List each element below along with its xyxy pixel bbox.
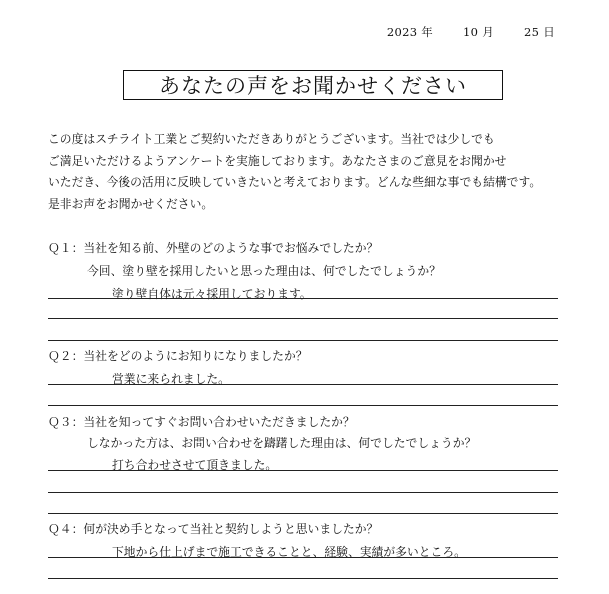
question-4-label: Ｑ４：何が決め手となって当社と契約しようと思いましたか？ — [48, 522, 379, 536]
date-day-unit: 日 — [543, 25, 555, 39]
question-1-subquestion: 今回、塗り壁を採用したいと思った理由は、何でしたでしょうか？ — [87, 264, 441, 278]
intro-line: 是非お声をお聞かせください。 — [48, 196, 214, 211]
answer-line — [48, 578, 558, 579]
answer-line — [48, 384, 558, 385]
question-1-answer: 塗り壁自体は元々採用しております。 — [112, 287, 312, 301]
answer-line — [48, 557, 558, 558]
answer-line — [48, 492, 558, 493]
question-2-answer: 営業に来られました。 — [112, 372, 230, 386]
answer-line — [48, 513, 558, 514]
question-1-label: Ｑ１：当社を知る前、外壁のどのような事でお悩みでしたか？ — [48, 241, 379, 255]
intro-paragraph — [48, 129, 578, 215]
intro-line: ご満足いただけるようアンケートを実施しております。あなたさまのご意見をお聞かせ — [48, 153, 507, 168]
date-month: 10 — [463, 25, 479, 39]
question-4-answer: 下地から仕上げまで施工できることと、経験、実績が多いところ。 — [112, 545, 466, 559]
question-3-label: Ｑ３：当社を知ってすぐお問い合わせいただきましたか？ — [48, 415, 355, 429]
intro-line: いただき、今後の活用に反映していきたいと考えております。どんな些細な事でも結構です。 — [48, 175, 542, 189]
intro-line: この度はスチライト工業とご契約いただきありがとうございます。当社では少しでも — [48, 132, 495, 146]
date-year-unit: 年 — [421, 25, 434, 39]
answer-line — [48, 470, 558, 471]
question-3-answer: 打ち合わせさせて頂きました。 — [112, 458, 278, 472]
date-day: 25 — [523, 25, 540, 39]
answer-line — [48, 340, 558, 341]
page-title: あなたの声をお聞かせください — [123, 70, 503, 100]
answer-line — [48, 298, 558, 299]
question-2-label: Ｑ２：当社をどのようにお知りになりましたか？ — [48, 349, 308, 363]
answer-line — [48, 318, 558, 319]
answer-line — [48, 405, 558, 406]
date-month-unit: 月 — [482, 25, 495, 39]
question-3-subquestion: しなかった方は、お問い合わせを躊躇した理由は、何でしたでしょうか？ — [87, 436, 477, 450]
date-year: 2023 — [386, 25, 418, 39]
survey-date — [387, 24, 555, 40]
